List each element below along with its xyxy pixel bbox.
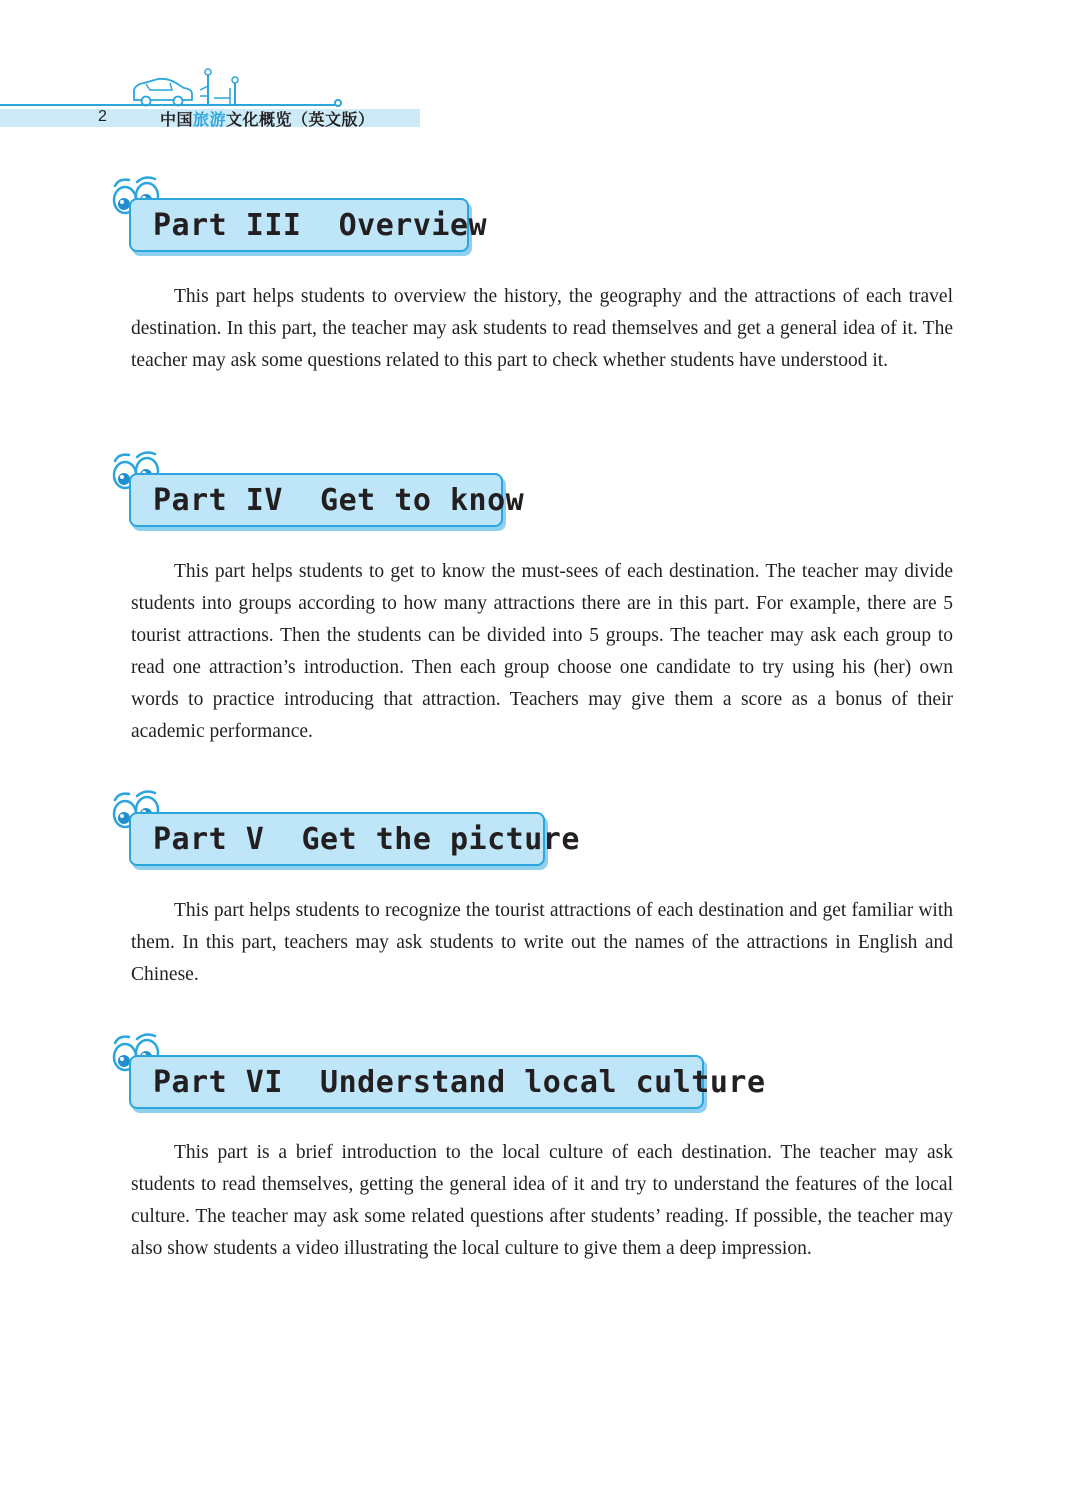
heading-box: [129, 812, 580, 866]
section-heading: [105, 788, 580, 878]
running-title-suffix: 文化概览（英文版）: [226, 110, 375, 129]
section-paragraph: This part is a brief introduction to the local culture of each destination. The teacher may ask students to read themselves, getting the general idea of it and try to understand the features of the local culture. The teacher may ask some related questions after students’ reading. If possible, the teacher may also show students a video illustrating the local culture to give them a deep impression.: [131, 1142, 953, 1259]
heading-box: [129, 473, 525, 527]
section-heading: [105, 449, 525, 539]
running-title: [160, 107, 375, 130]
car-icon: [128, 74, 198, 108]
section-paragraph: This part helps students to recognize the tourist attractions of each destination and get familiar with them. In this part, teachers may ask students to write out the names of the attractions in English and Chinese.: [131, 900, 953, 985]
heading-text: Part IV Get to know: [153, 483, 525, 518]
running-header: [0, 68, 430, 132]
page-number: 2: [98, 108, 107, 125]
section-paragraph: This part helps students to get to know the must-sees of each destination. The teacher may divide students into groups according to how many attractions there are in this part. For example, there are 5 tourist attractions. Then the students can be divided into 5 groups. The teacher may ask each group to read one attraction’s introduction. Then each group choose one candidate to try using his (her) own words to practice introducing that attraction. Teachers may give them a score as a bonus of their academic performance.: [131, 561, 953, 742]
running-title-prefix: 中国: [160, 110, 194, 129]
section-heading: [105, 1031, 766, 1121]
section-paragraph: This part helps students to overview the history, the geography and the attractions of each travel destination. In this part, the teacher may ask students to read themselves and get a general idea of it. The teacher may ask some questions related to this part to check whether students have understood it.: [131, 286, 953, 371]
heading-text: Part V Get the picture: [153, 822, 580, 857]
header-rule-dot: [334, 99, 342, 107]
heading-box: [129, 198, 488, 252]
section-heading: [105, 174, 488, 264]
heading-box: [129, 1055, 766, 1109]
heading-text: Part VI Understand local culture: [153, 1065, 766, 1100]
heading-text: Part III Overview: [153, 208, 488, 243]
header-rule: [0, 104, 340, 106]
running-title-accent: 旅游: [193, 110, 227, 129]
